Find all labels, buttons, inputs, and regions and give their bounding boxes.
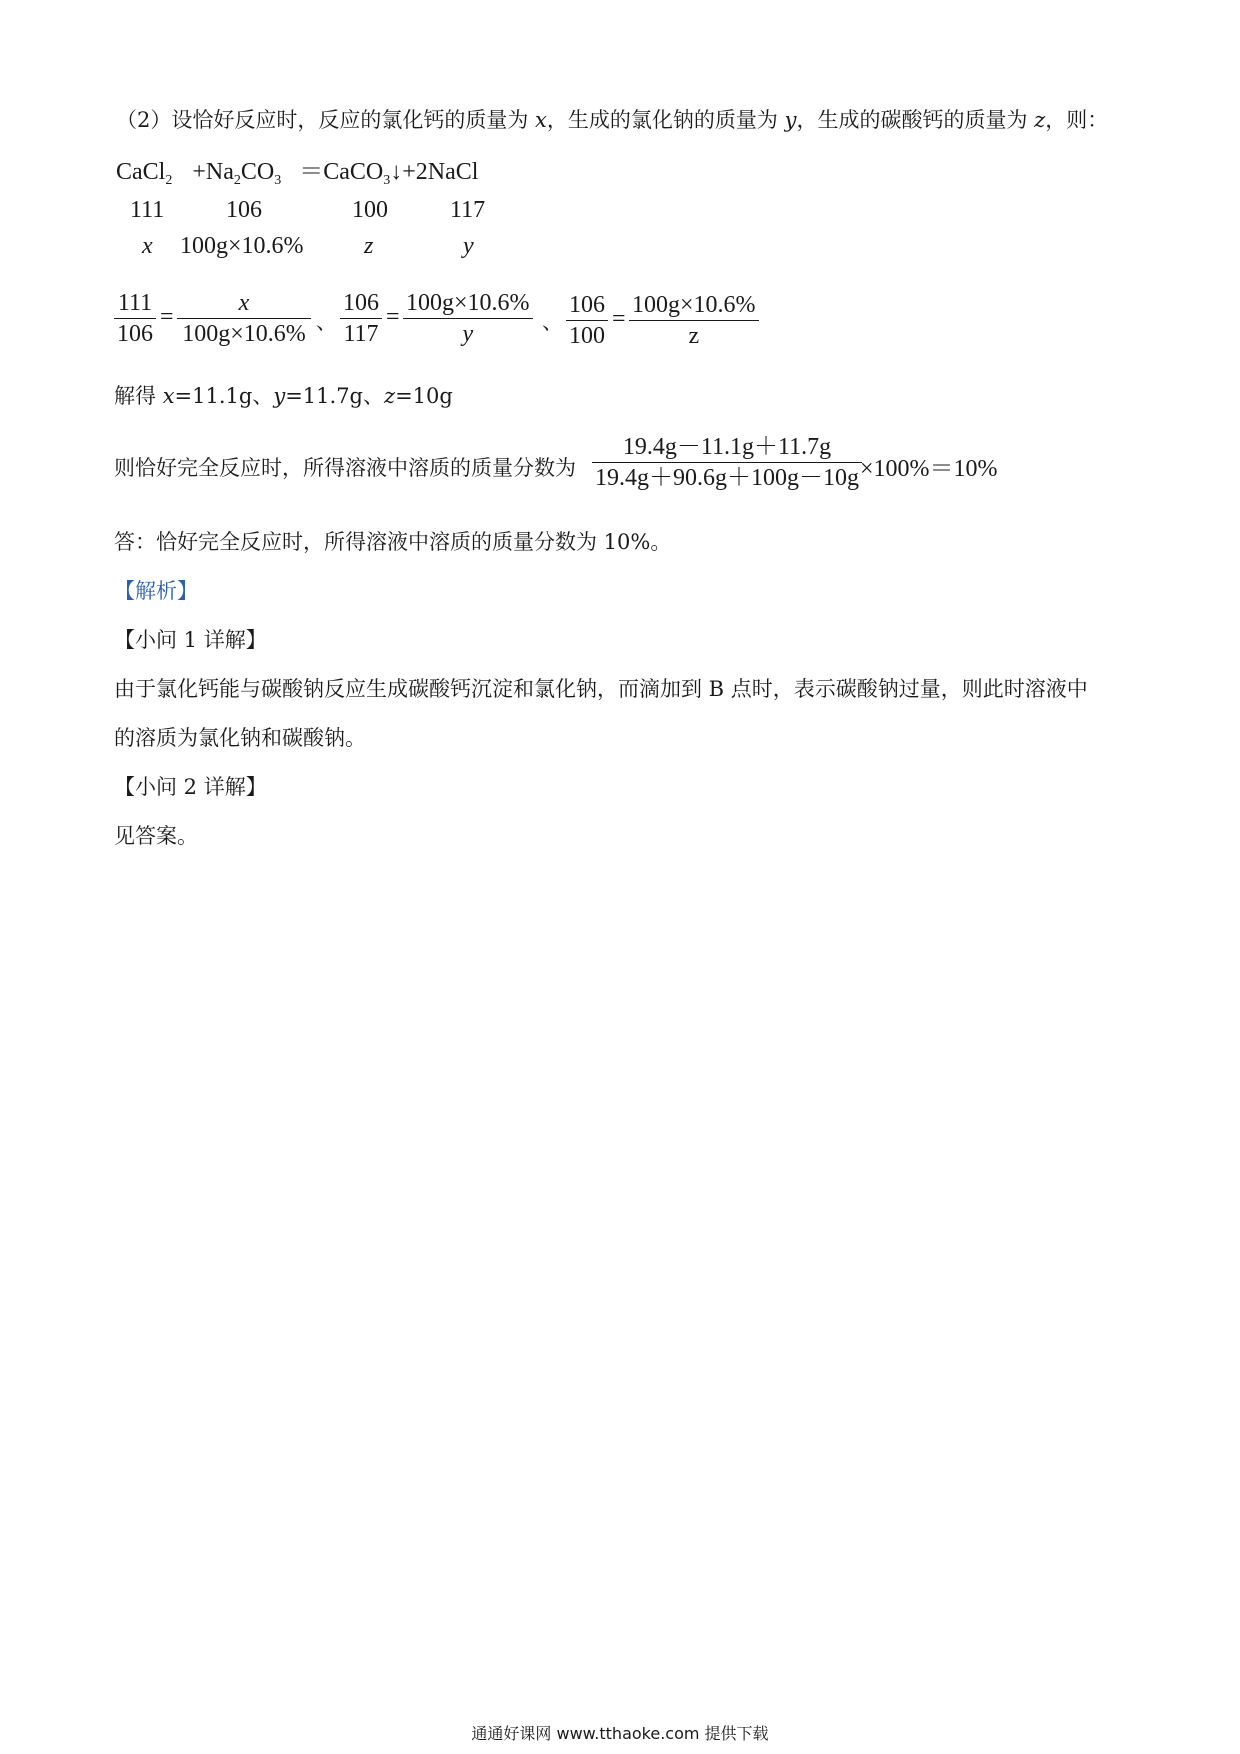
ratio3-right-num: 100g×10.6% <box>632 292 756 318</box>
ratio1-right-fraction <box>177 288 311 349</box>
ratio3-right-den: z <box>688 323 700 349</box>
mass-fraction-result: ×100%＝10% <box>860 456 998 482</box>
ratio3-right-fraction <box>629 290 759 351</box>
intro-post: ，则： <box>1045 108 1109 132</box>
q1-heading: 【小问 1 详解】 <box>114 628 267 652</box>
intro-mid2: ，生成的碳酸钙的质量为 <box>796 108 1035 132</box>
solution-xval: =11.1g、 <box>174 384 274 408</box>
intro-pre: （2）设恰好反应时，反应的氯化钙的质量为 <box>116 108 536 132</box>
chemical-equation <box>116 158 478 186</box>
ratio2-right-den: y <box>462 321 474 347</box>
unknown-x: x <box>142 233 153 259</box>
eq-caco: ＝CaCO <box>299 159 384 185</box>
unknown-z: z <box>364 233 374 259</box>
ratio1-right-num: x <box>238 290 250 316</box>
solution-pre: 解得 <box>114 384 163 408</box>
var-z: z <box>1034 108 1046 132</box>
ratio3-left-num: 106 <box>569 292 605 318</box>
unknown-y: y <box>463 233 474 259</box>
answer-text: 答：恰好完全反应时，所得溶液中溶质的质量分数为 10%。 <box>114 530 672 554</box>
intro-line <box>116 106 1108 134</box>
equals-sign: = <box>612 306 626 332</box>
mass-111: 111 <box>130 197 165 223</box>
page-footer: 通通好课网 www.tthaoke.com 提供下载 <box>471 1724 769 1743</box>
solution-yval: =11.7g、 <box>285 384 384 408</box>
analysis-heading: 【解析】 <box>114 579 198 603</box>
mass-fraction-num: 19.4g－11.1g＋11.7g <box>622 434 832 460</box>
var-y: y <box>784 108 797 132</box>
mass-fraction-den: 19.4g＋90.6g＋100g－10g <box>595 465 859 491</box>
ratio1-right-den: 100g×10.6% <box>182 321 306 347</box>
solution-line <box>114 382 453 410</box>
unknown-na2co3-mass: 100g×10.6% <box>180 233 304 259</box>
eq-plus-na: +Na <box>192 159 234 185</box>
mass-117: 117 <box>450 197 486 223</box>
intro-mid1: ，生成的氯化钠的质量为 <box>546 108 785 132</box>
ratio1-left-fraction <box>114 288 156 349</box>
mass-100: 100 <box>352 197 388 223</box>
equals-sign: = <box>160 304 174 330</box>
ratio3-left-fraction <box>566 290 608 351</box>
ratio2-right-num: 100g×10.6% <box>406 290 530 316</box>
ratio1-left-num: 111 <box>117 290 153 316</box>
solution-y: y <box>273 384 286 408</box>
eq-cacl: CaCl <box>116 159 166 185</box>
eq-co: CO <box>240 159 275 185</box>
ratio3-left-den: 100 <box>569 323 605 349</box>
ratio2-left-den: 117 <box>343 321 379 347</box>
solution-z: z <box>384 384 396 408</box>
eq-nacl: +2NaCl <box>402 159 479 185</box>
q1-text-line1: 由于氯化钙能与碳酸钠反应生成碳酸钙沉淀和氯化钠，而滴加到 B 点时，表示碳酸钠过量，则此时溶液中 <box>114 677 1088 701</box>
equals-sign: = <box>386 304 400 330</box>
eq-co-sub: 3 <box>274 173 282 188</box>
ratio2-right-fraction <box>403 288 533 349</box>
q2-heading: 【小问 2 详解】 <box>114 775 267 799</box>
solution-x: x <box>162 384 175 408</box>
eq-caco-sub: 3 <box>383 173 391 188</box>
mass-fraction-fraction <box>592 432 862 493</box>
solution-zval: =10g <box>395 384 453 408</box>
separator: 、 <box>542 310 563 334</box>
down-arrow-icon: ↓ <box>390 159 403 185</box>
ratio2-left-num: 106 <box>343 290 379 316</box>
q2-text: 见答案。 <box>114 824 198 848</box>
mass-106: 106 <box>226 197 262 223</box>
eq-na-sub: 2 <box>233 173 241 188</box>
q1-text-line2: 的溶质为氯化钠和碳酸钠。 <box>114 726 366 750</box>
var-x: x <box>535 108 547 132</box>
ratio2-left-fraction <box>340 288 382 349</box>
ratio1-left-den: 106 <box>117 321 153 347</box>
eq-cacl-sub: 2 <box>165 173 173 188</box>
separator: 、 <box>316 310 337 334</box>
mass-fraction-text: 则恰好完全反应时，所得溶液中溶质的质量分数为 <box>114 456 576 480</box>
